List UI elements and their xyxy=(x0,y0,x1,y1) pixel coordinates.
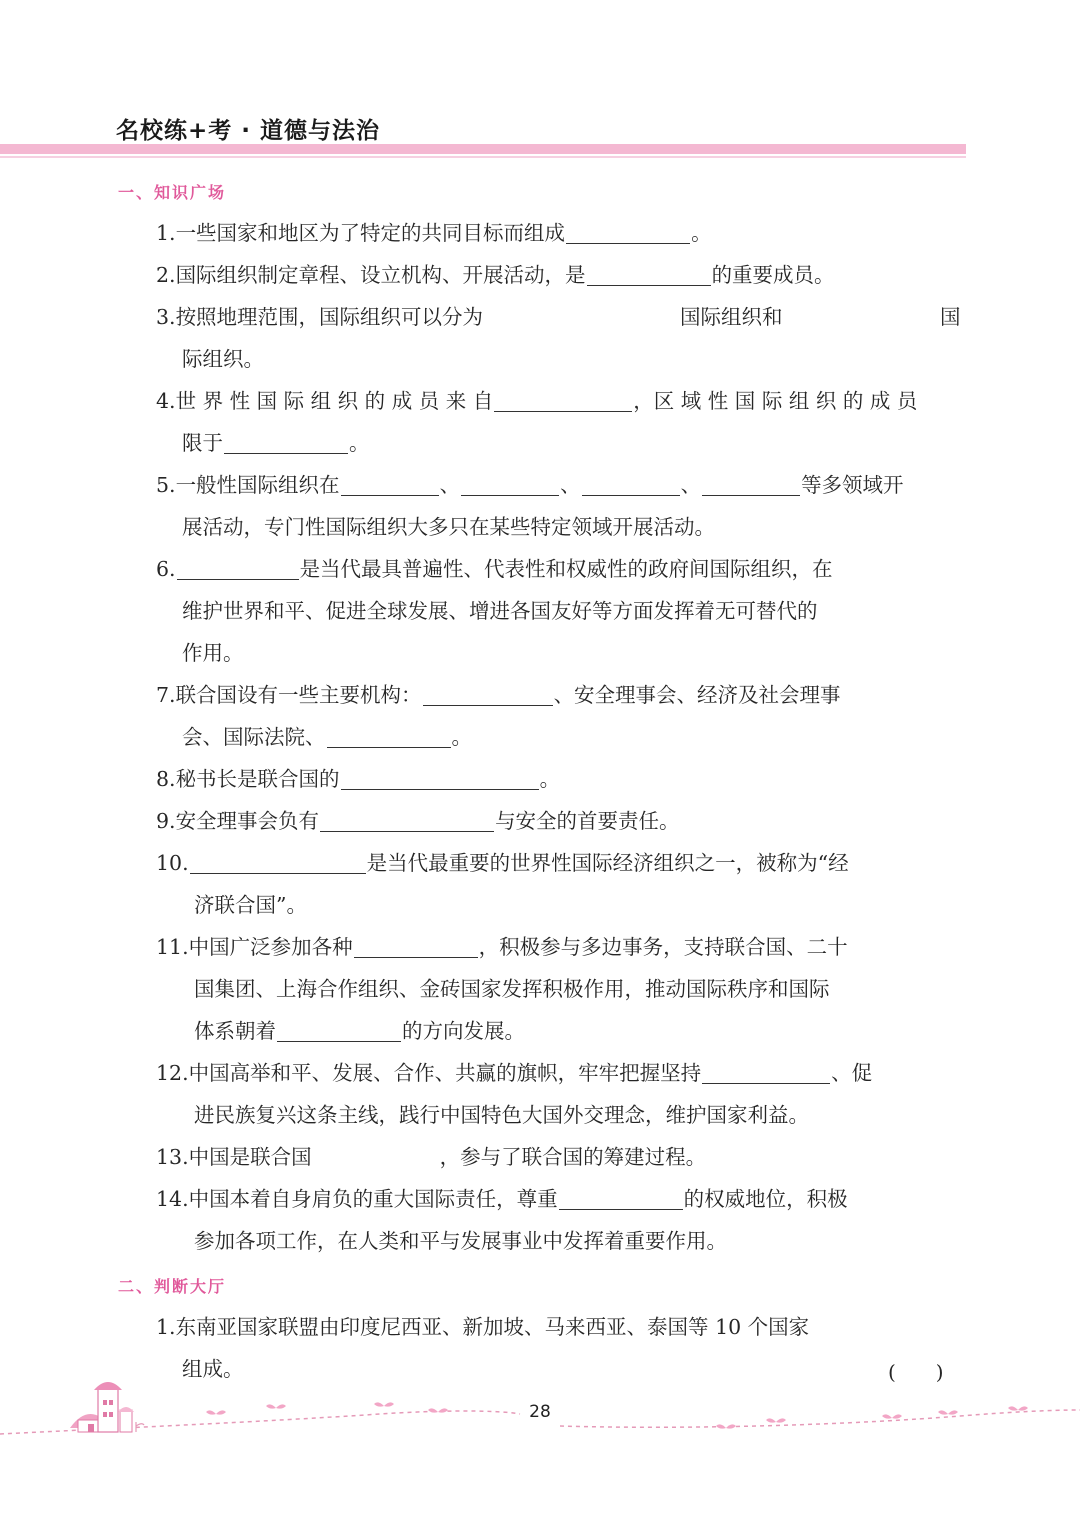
question-text: 中国广泛参加各种 xyxy=(188,935,353,959)
question-text: 。 xyxy=(349,431,370,455)
dashed-curve-right xyxy=(560,1410,1080,1427)
question-4-continued xyxy=(182,430,370,456)
question-number: 6. xyxy=(156,557,176,581)
judge-question-1 xyxy=(156,1314,809,1340)
header-title: 名校练+考 · 道德与法治 xyxy=(116,118,381,144)
separator: 、 xyxy=(439,473,461,497)
question-text: ，参与了联合国的筹建过程。 xyxy=(439,1145,707,1169)
question-9 xyxy=(156,808,680,834)
question-number: 4. xyxy=(156,389,176,413)
question-text: 、安全理事会、经济及社会理事 xyxy=(553,683,841,707)
question-number: 1. xyxy=(156,1315,176,1339)
answer-blank[interactable] xyxy=(587,263,711,286)
question-text: ，区 域 性 国 际 组 织 的 成 员 xyxy=(633,389,918,413)
question-text: 是当代最重要的世界性国际经济组织之一，被称为“经 xyxy=(366,851,849,875)
section-title-judge: 二、判断大厅 xyxy=(118,1277,227,1296)
question-6-continued: 维护世界和平、促进全球发展、增进各国友好等方面发挥着无可替代的 xyxy=(182,599,818,623)
separator: 、 xyxy=(560,473,581,497)
question-number: 5. xyxy=(156,473,176,497)
question-text: 体系朝着 xyxy=(194,1019,276,1043)
answer-blank[interactable] xyxy=(559,1187,683,1210)
question-text: 一般性国际组织在 xyxy=(175,473,340,497)
question-text: 。 xyxy=(451,725,472,749)
answer-blank[interactable] xyxy=(566,221,690,244)
question-3-continued: 际组织。 xyxy=(182,347,264,371)
answer-blank[interactable] xyxy=(320,809,494,832)
question-text: 安全理事会负有 xyxy=(175,809,320,833)
question-text: 中国本着自身肩负的重大国际责任，尊重 xyxy=(188,1187,558,1211)
question-text: 限于 xyxy=(182,431,223,455)
question-text: 中国是联合国 xyxy=(188,1145,312,1169)
question-text: 是当代最具普遍性、代表性和权威性的政府间国际组织，在 xyxy=(299,557,833,581)
answer-blank[interactable] xyxy=(702,473,800,496)
answer-blank[interactable] xyxy=(277,1019,401,1042)
section-title-knowledge: 一、知识广场 xyxy=(118,183,227,202)
question-text: 的权威地位，积极 xyxy=(683,1187,848,1211)
answer-blank[interactable] xyxy=(327,725,451,748)
question-3-text: 国际组织和 xyxy=(680,305,783,329)
question-text: 会、国际法院、 xyxy=(182,725,326,749)
answer-blank[interactable] xyxy=(461,473,559,496)
question-11 xyxy=(156,934,848,960)
question-number: 10. xyxy=(156,851,189,875)
answer-blank[interactable] xyxy=(582,473,680,496)
question-2 xyxy=(156,262,835,288)
question-3 xyxy=(156,304,483,330)
question-3-text: 国 xyxy=(940,305,961,329)
question-10 xyxy=(156,850,849,876)
question-text: 等多领域开 xyxy=(801,473,904,497)
question-10-continued: 济联合国”。 xyxy=(194,893,307,917)
question-text: 世 界 性 国 际 组 织 的 成 员 来 自 xyxy=(175,389,494,413)
question-11-continued xyxy=(194,1018,525,1044)
question-text: 按照地理范围，国际组织可以分为 xyxy=(175,305,484,329)
question-number: 1. xyxy=(156,221,176,245)
answer-blank[interactable] xyxy=(190,851,366,874)
question-13 xyxy=(156,1144,706,1170)
house-icon xyxy=(70,1382,144,1432)
question-number: 11. xyxy=(156,935,189,959)
sprout-icons xyxy=(206,1402,1028,1428)
question-7 xyxy=(156,682,841,708)
question-number: 14. xyxy=(156,1187,189,1211)
question-number: 8. xyxy=(156,767,176,791)
question-8 xyxy=(156,766,560,792)
question-14 xyxy=(156,1186,848,1212)
page-number: 28 xyxy=(529,1402,551,1422)
separator: 、 xyxy=(680,473,702,497)
answer-blank[interactable] xyxy=(423,683,553,706)
question-7-continued xyxy=(182,724,472,750)
question-14-continued: 参加各项工作，在人类和平与发展事业中发挥着重要作用。 xyxy=(194,1229,727,1253)
question-1 xyxy=(156,220,712,246)
answer-blank[interactable] xyxy=(224,431,348,454)
question-text: 联合国设有一些主要机构： xyxy=(175,683,422,707)
question-text: 与安全的首要责任。 xyxy=(495,809,680,833)
question-text: 秘书长是联合国的 xyxy=(175,767,340,791)
question-5 xyxy=(156,472,904,498)
answer-blank[interactable] xyxy=(341,767,539,790)
answer-blank[interactable] xyxy=(702,1061,830,1084)
header-bar-line xyxy=(0,156,966,158)
question-11-continued: 国集团、上海合作组织、金砖国家发挥积极作用，推动国际秩序和国际 xyxy=(194,977,830,1001)
question-6-continued: 作用。 xyxy=(182,641,244,665)
question-number: 12. xyxy=(156,1061,189,1085)
question-5-continued: 展活动，专门性国际组织大多只在某些特定领域开展活动。 xyxy=(182,515,715,539)
question-text: 中国高举和平、发展、合作、共赢的旗帜，牢牢把握坚持 xyxy=(188,1061,702,1085)
question-text: 东南亚国家联盟由印度尼西亚、新加坡、马来西亚、泰国等 10 个国家 xyxy=(175,1315,810,1339)
judge-question-1-continued: 组成。 xyxy=(182,1357,244,1381)
question-text: 的重要成员。 xyxy=(711,263,835,287)
answer-blank[interactable] xyxy=(354,935,478,958)
question-12-continued: 进民族复兴这条主线，践行中国特色大国外交理念，维护国家利益。 xyxy=(194,1103,809,1127)
question-number: 2. xyxy=(156,263,176,287)
question-text: 一些国家和地区为了特定的共同目标而组成 xyxy=(175,221,566,245)
question-text: ，积极参与多边事务，支持联合国、二十 xyxy=(478,935,848,959)
answer-blank[interactable] xyxy=(494,389,632,412)
question-number: 13. xyxy=(156,1145,189,1169)
question-text: 的方向发展。 xyxy=(402,1019,525,1043)
header-bar xyxy=(0,144,966,154)
question-6 xyxy=(156,556,833,582)
answer-parentheses[interactable]: ( ) xyxy=(888,1360,944,1384)
answer-blank[interactable] xyxy=(177,557,299,580)
question-number: 3. xyxy=(156,305,176,329)
answer-blank[interactable] xyxy=(341,473,439,496)
question-text: 。 xyxy=(691,221,712,245)
question-text: 国际组织制定章程、设立机构、开展活动，是 xyxy=(175,263,586,287)
question-4 xyxy=(156,388,917,414)
question-text: 。 xyxy=(539,767,561,791)
question-12 xyxy=(156,1060,872,1086)
question-number: 7. xyxy=(156,683,176,707)
question-number: 9. xyxy=(156,809,176,833)
question-text: 、促 xyxy=(831,1061,873,1085)
